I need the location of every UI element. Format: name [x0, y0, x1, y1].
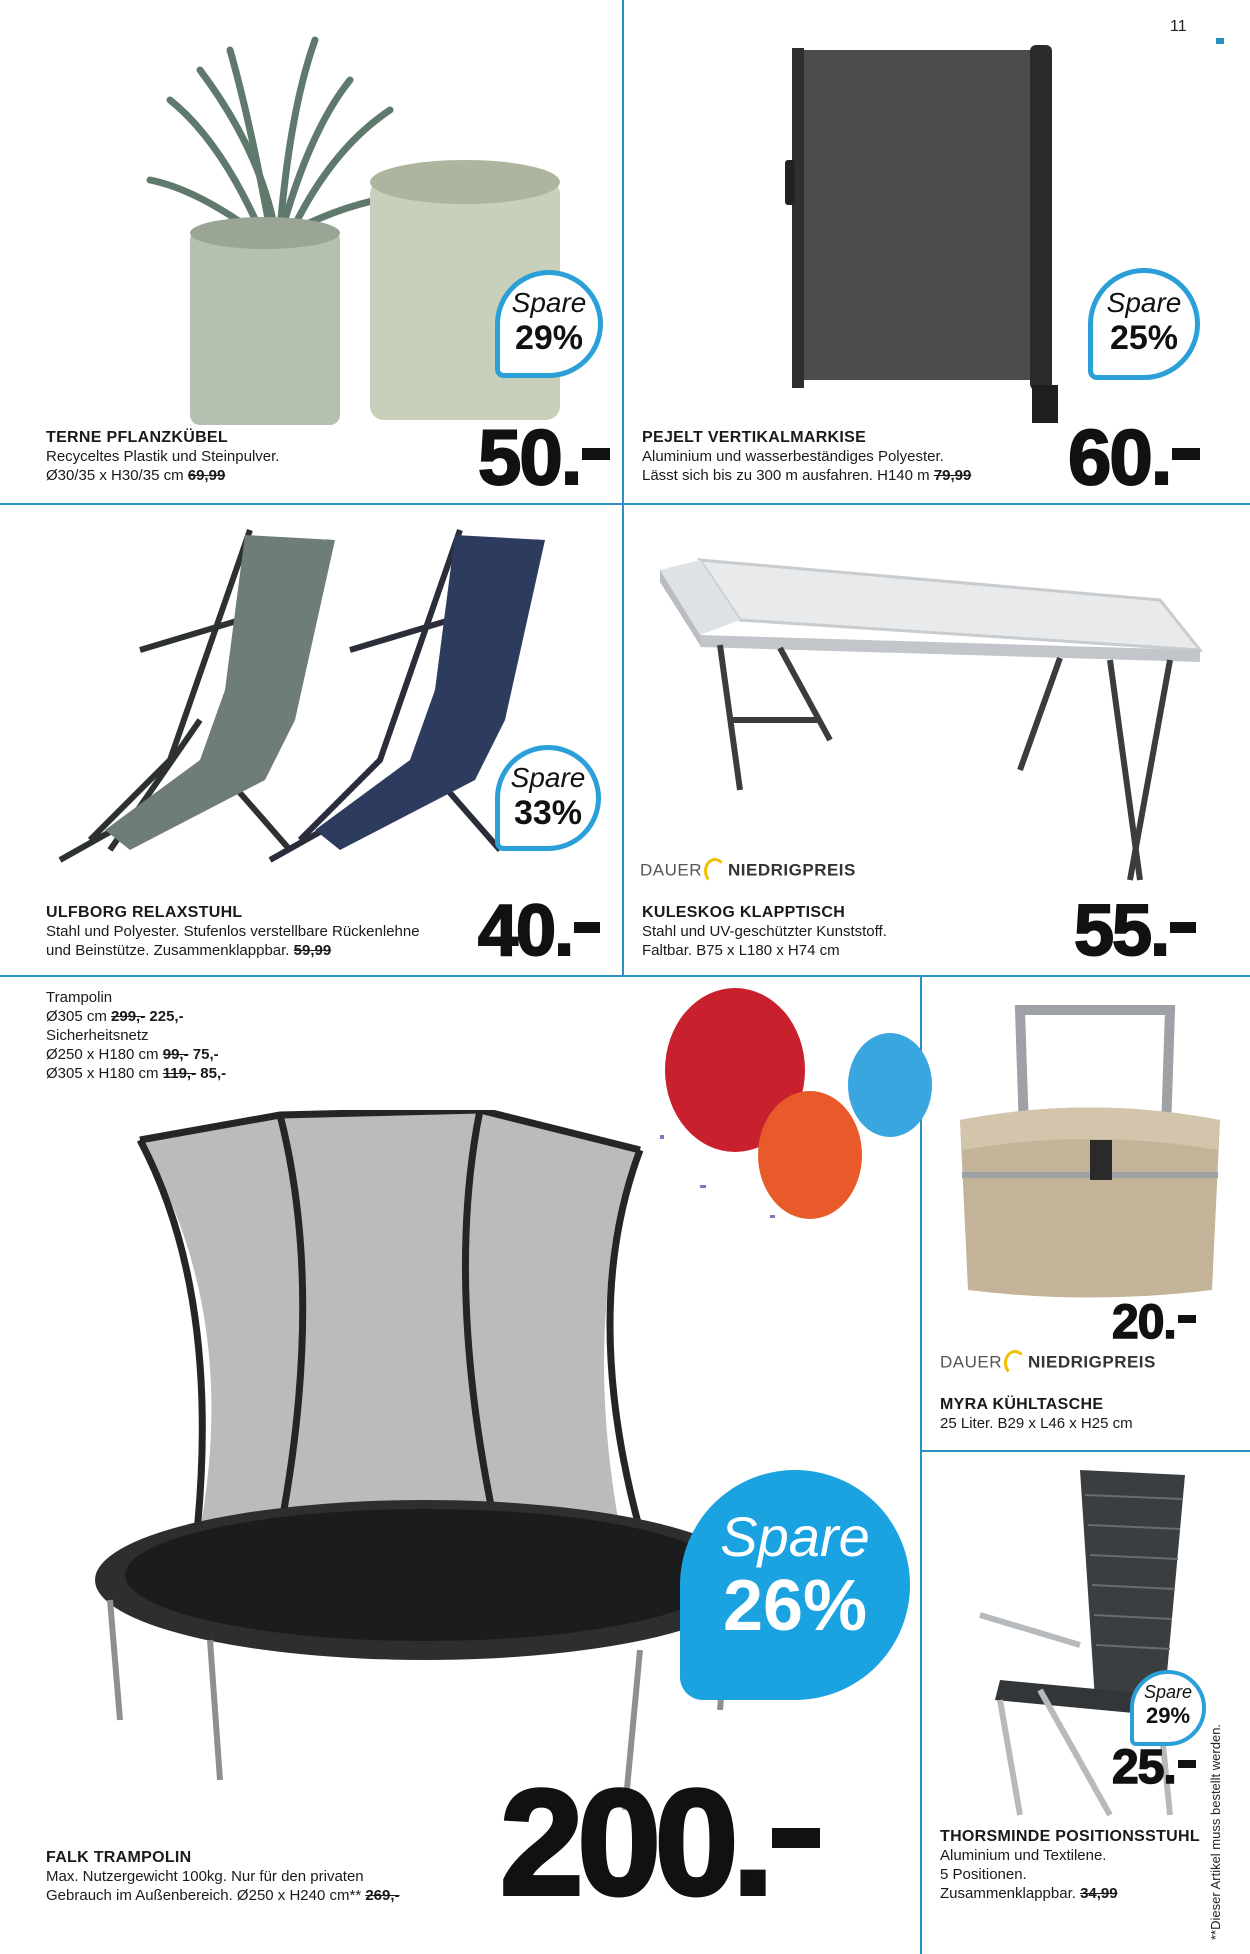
price-falk-dash — [772, 1828, 820, 1848]
product-pejelt-line2: Lässt sich bis zu 300 m ausfahren. H140 m — [642, 467, 930, 484]
price-kuleskog — [1074, 890, 1196, 972]
product-ulfborg-name: ULFBORG RELAXSTUHL — [46, 904, 243, 921]
price-myra-value: 20. — [1112, 1296, 1176, 1349]
price-thorsminde-value: 25. — [1112, 1741, 1176, 1794]
trampoline-image — [80, 1110, 760, 1830]
product-thorsminde-line2: 5 Positionen. — [940, 1866, 1027, 1883]
badge-thorsminde-pct: 29% — [1145, 1703, 1191, 1728]
product-ulfborg — [46, 903, 420, 960]
product-falk — [46, 1848, 400, 1905]
price-ulfborg-value: 40. — [478, 891, 573, 971]
dauer-logo-ring-table — [704, 858, 726, 884]
product-pejelt-name: PEJELT VERTIKALMARKISE — [642, 429, 867, 446]
badge-falk — [680, 1470, 910, 1700]
product-thorsminde-name: THORSMINDE POSITIONSSTUHL — [940, 1828, 1200, 1845]
corner-mark — [1216, 38, 1224, 44]
option1-new-price: 225,- — [149, 1008, 184, 1025]
price-ulfborg-dash — [574, 922, 600, 933]
badge-thorsminde-word: Spare — [1143, 1682, 1193, 1702]
badge-ulfborg-word: Spare — [510, 762, 586, 793]
option3-size: Ø305 x H180 cm — [46, 1065, 159, 1082]
screen-awning-image — [770, 40, 1080, 430]
dauer-brand-table: NIEDRIGPREIS — [728, 860, 856, 880]
product-thorsminde-line3: Zusammenklappbar. — [940, 1885, 1076, 1902]
price-kuleskog-value: 55. — [1074, 891, 1169, 971]
badge-pejelt-pct: 25% — [1109, 319, 1179, 357]
net-title: Sicherheitsnetz — [46, 1027, 149, 1044]
option3-new-price: 85,- — [200, 1065, 227, 1082]
divider-h-2 — [0, 975, 1250, 977]
product-ulfborg-line1: Stahl und Polyester. Stufenlos verstellbare Rückenlehne — [46, 923, 420, 940]
product-myra-name: MYRA KÜHLTASCHE — [940, 1396, 1104, 1413]
badge-ulfborg — [495, 745, 601, 851]
product-thorsminde-line1: Aluminium und Textilene. — [940, 1847, 1107, 1864]
badge-terne — [495, 270, 603, 378]
product-terne-old-price: 69,99 — [187, 467, 226, 484]
product-kuleskog-name: KULESKOG KLAPPTISCH — [642, 904, 846, 921]
trampolin-options-title: Trampolin — [46, 989, 113, 1006]
product-myra-line1: 25 Liter. B29 x L46 x H25 cm — [940, 1415, 1133, 1432]
product-kuleskog-line1: Stahl und UV-geschützter Kunststoff. — [642, 923, 887, 940]
price-falk — [500, 1756, 820, 1929]
option1-size: Ø305 cm — [46, 1008, 107, 1025]
badge-terne-word: Spare — [511, 287, 587, 318]
product-ulfborg-old-price: 59,99 — [293, 942, 332, 959]
badge-falk-word: Spare — [720, 1505, 870, 1568]
price-falk-value: 200. — [500, 1758, 768, 1926]
product-pejelt-old-price: 79,99 — [933, 467, 972, 484]
price-terne — [478, 412, 610, 503]
price-thorsminde — [1112, 1740, 1196, 1795]
product-myra — [940, 1395, 1133, 1433]
dauer-brand-cooler: NIEDRIGPREIS — [1028, 1352, 1156, 1372]
product-pejelt — [642, 428, 971, 485]
trampolin-options — [46, 988, 226, 1083]
product-pejelt-line1: Aluminium und wasserbeständiges Polyester. — [642, 448, 944, 465]
product-kuleskog — [642, 903, 887, 960]
dauer-logo-ring-cooler — [1004, 1350, 1026, 1376]
product-kuleskog-line2: Faltbar. B75 x L180 x H74 cm — [642, 942, 840, 959]
price-pejelt-dash — [1172, 448, 1200, 460]
product-terne — [46, 428, 279, 485]
product-falk-line2: Gebrauch im Außenbereich. Ø250 x H240 cm** — [46, 1887, 362, 1904]
price-myra — [1112, 1295, 1196, 1350]
badge-pejelt — [1088, 268, 1200, 380]
price-thorsminde-dash — [1178, 1760, 1196, 1768]
divider-h-right — [920, 1450, 1250, 1452]
option2-size: Ø250 x H180 cm — [46, 1046, 159, 1063]
dauer-word-table: DAUER — [640, 860, 703, 880]
divider-v-top — [622, 0, 624, 505]
folding-table-image — [640, 540, 1220, 910]
dauer-word-cooler: DAUER — [940, 1352, 1003, 1372]
price-myra-dash — [1178, 1315, 1196, 1323]
badge-falk-pct: 26% — [722, 1566, 868, 1646]
cooler-bag-image — [940, 1000, 1240, 1300]
price-terne-dash — [582, 448, 610, 460]
divider-v-mid — [622, 505, 624, 975]
product-thorsminde — [940, 1827, 1200, 1903]
dauer-niedrigpreis-table — [640, 858, 856, 884]
price-kuleskog-dash — [1170, 922, 1196, 933]
divider-h-1 — [0, 503, 1250, 505]
dauer-niedrigpreis-cooler — [940, 1350, 1156, 1376]
product-terne-line2: Ø30/35 x H30/35 cm — [46, 467, 184, 484]
badge-thorsminde — [1130, 1670, 1206, 1746]
option1-old-price: 299,- — [111, 1008, 146, 1025]
price-ulfborg — [478, 890, 600, 972]
product-terne-name: TERNE PFLANZKÜBEL — [46, 429, 228, 446]
price-pejelt — [1068, 412, 1200, 503]
badge-ulfborg-pct: 33% — [513, 794, 583, 832]
price-terne-value: 50. — [478, 413, 581, 501]
side-note: **Dieser Artikel muss bestellt werden. — [1208, 1723, 1223, 1940]
option2-new-price: 75,- — [192, 1046, 219, 1063]
product-thorsminde-old-price: 34,99 — [1080, 1885, 1118, 1902]
product-falk-line1: Max. Nutzergewicht 100kg. Nur für den privaten — [46, 1868, 364, 1885]
product-falk-name: FALK TRAMPOLIN — [46, 1849, 192, 1866]
product-terne-line1: Recyceltes Plastik und Steinpulver. — [46, 448, 280, 465]
price-pejelt-value: 60. — [1068, 413, 1171, 501]
badge-pejelt-word: Spare — [1106, 287, 1182, 318]
product-ulfborg-line2: und Beinstütze. Zusammenklappbar. — [46, 942, 290, 959]
badge-terne-pct: 29% — [514, 319, 584, 357]
option3-old-price: 119,- — [162, 1065, 197, 1082]
page-number: 11 — [1170, 18, 1187, 35]
product-falk-old-price: 269,- — [365, 1887, 400, 1904]
option2-old-price: 99,- — [162, 1046, 189, 1063]
